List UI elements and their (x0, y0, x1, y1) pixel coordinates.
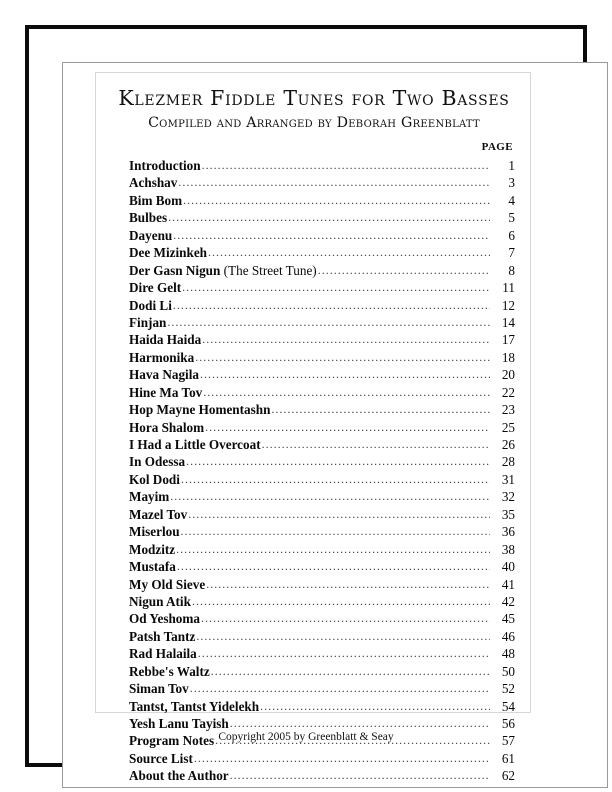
toc-entry-title: In Odessa (129, 454, 186, 470)
toc-entry-title: Mayim (129, 489, 170, 505)
toc-entry[interactable] (129, 680, 515, 697)
toc-entry[interactable] (129, 767, 515, 784)
toc-dot-leader (262, 436, 490, 453)
toc-dot-leader (186, 453, 490, 470)
toc-entry[interactable] (129, 698, 515, 715)
toc-entry-title: Dee Mizinkeh (129, 245, 208, 261)
toc-entry[interactable] (129, 244, 515, 261)
toc-entry-title: Introduction (129, 158, 201, 173)
toc-entry[interactable] (129, 366, 515, 383)
toc-entry-page-number: 45 (501, 611, 515, 627)
toc-entry[interactable] (129, 576, 515, 593)
toc-entry-title: Nigun Atik (129, 593, 191, 609)
toc-entry-page-number: 1 (508, 158, 515, 173)
toc-entry[interactable] (129, 453, 515, 470)
toc-entry-title: I Had a Little Overcoat (129, 437, 261, 452)
toc-dot-leader (271, 401, 490, 418)
toc-entry-title: Achshav (129, 175, 178, 191)
toc-entry-page-number: 23 (501, 402, 515, 418)
toc-entry[interactable] (129, 262, 515, 279)
page-title: Klezmer Fiddle Tunes for Two Basses (118, 86, 510, 110)
toc-entry-page-number: 6 (508, 227, 515, 243)
toc-entry-page-number: 38 (501, 541, 515, 557)
toc-entry[interactable] (129, 157, 515, 174)
toc-dot-leader (167, 314, 490, 331)
toc-dot-leader (182, 279, 490, 296)
toc-entry[interactable] (129, 174, 515, 191)
toc-entry-title: My Old Sieve (129, 576, 206, 592)
toc-dot-leader (170, 488, 490, 505)
toc-entry[interactable] (129, 419, 515, 436)
toc-entry-page-number: 22 (501, 384, 515, 400)
toc-entry[interactable] (129, 558, 515, 575)
toc-entry-title: Source List (129, 750, 193, 766)
toc-entry-title: Program Notes (129, 733, 215, 749)
toc-dot-leader (260, 698, 490, 715)
toc-dot-leader (230, 715, 490, 732)
toc-entry[interactable] (129, 192, 515, 209)
toc-entry-title: Hora Shalom (129, 419, 205, 435)
toc-entry-title: Bulbes (129, 210, 168, 226)
toc-entry-page-number: 32 (501, 489, 515, 505)
toc-entry[interactable] (129, 506, 515, 523)
toc-entry-title: Hine Ma Tov (129, 384, 203, 400)
toc-entry-page-number: 4 (508, 192, 515, 208)
toc-dot-leader (196, 628, 490, 645)
toc-dot-leader (188, 506, 490, 523)
toc-entry[interactable] (129, 593, 515, 610)
toc-entry-page-number: 25 (501, 419, 515, 435)
toc-entry-title: Rad Halaila (129, 646, 197, 662)
toc-entry-page-number: 52 (501, 681, 515, 697)
toc-entry[interactable] (129, 523, 515, 540)
toc-dot-leader (318, 262, 490, 279)
toc-entry[interactable] (129, 541, 515, 558)
toc-entry-page-number: 26 (501, 437, 515, 452)
toc-entry-page-number: 36 (501, 524, 515, 540)
toc-entry-title: Harmonika (129, 349, 195, 365)
title-block (96, 87, 532, 131)
toc-dot-leader (192, 593, 490, 610)
toc-entry-page-number: 46 (501, 628, 515, 644)
toc-entry-title: Hava Nagila (129, 367, 199, 383)
toc-dot-leader (177, 558, 490, 575)
toc-dot-leader (173, 227, 490, 244)
toc-entry-page-number: 8 (508, 262, 515, 278)
toc-entry[interactable] (129, 331, 515, 348)
toc-dot-leader (173, 297, 490, 314)
toc-dot-leader (211, 663, 490, 680)
toc-entry-title: Dodi Li (129, 297, 172, 313)
toc-entry-page-number: 61 (501, 750, 515, 766)
toc-entry-title: Finjan (129, 314, 167, 330)
toc-entry-title: Modzitz (129, 541, 176, 557)
toc-entry-page-number: 41 (501, 576, 515, 592)
toc-dot-leader (198, 645, 490, 662)
toc-dot-leader (205, 419, 490, 436)
toc-entry-title: About the Author (129, 768, 229, 784)
toc-entry-page-number: 56 (501, 716, 515, 731)
toc-entry-page-number: 35 (501, 506, 515, 522)
toc-entry-page-number: 40 (501, 559, 515, 575)
toc-entry-title: Od Yeshoma (129, 611, 200, 627)
toc-entry[interactable] (129, 297, 515, 314)
toc-entry-page-number: 57 (501, 733, 515, 749)
toc-entry[interactable] (129, 279, 515, 296)
toc-dot-leader (194, 750, 490, 767)
toc-entry-title: Mustafa (129, 559, 176, 575)
toc-entry-page-number: 42 (501, 593, 515, 609)
toc-entry-page-number: 11 (502, 280, 515, 296)
toc-dot-leader (206, 576, 490, 593)
toc-entry-page-number: 17 (501, 332, 515, 348)
toc-entry-page-number: 7 (508, 245, 515, 261)
toc-entry-title: Haida Haida (129, 332, 202, 348)
toc-dot-leader (203, 384, 490, 401)
toc-entry[interactable] (129, 471, 515, 488)
toc-dot-leader (178, 174, 490, 191)
toc-entry[interactable] (129, 436, 515, 453)
toc-entry-title: Bim Bom (129, 192, 183, 208)
toc-entry-page-number: 54 (501, 698, 515, 714)
toc-dot-leader (176, 541, 490, 558)
toc-entry-page-number: 28 (501, 454, 515, 470)
toc-dot-leader (201, 610, 490, 627)
toc-entry[interactable] (129, 401, 515, 418)
toc-entry-title: Patsh Tantz (129, 628, 196, 644)
toc-entry[interactable] (129, 384, 515, 401)
toc-entry-title: Kol Dodi (129, 471, 180, 487)
toc-entry-title: Hop Mayne Homentashn (129, 402, 271, 418)
toc-entry-page-number: 12 (501, 297, 515, 313)
toc-entry-subtitle: (The Street Tune) (220, 262, 317, 278)
toc-entry[interactable] (129, 488, 515, 505)
toc-entry-page-number: 31 (501, 471, 515, 487)
toc-dot-leader (168, 209, 490, 226)
toc-dot-leader (208, 244, 490, 261)
toc-entry[interactable] (129, 750, 515, 767)
toc-entry[interactable] (129, 314, 515, 331)
toc-entry[interactable] (129, 209, 515, 226)
toc-dot-leader (195, 349, 490, 366)
toc-entry[interactable] (129, 645, 515, 662)
toc-dot-leader (200, 366, 490, 383)
table-of-contents (129, 157, 515, 785)
toc-entry-title: Rebbe's Waltz (129, 663, 210, 679)
toc-dot-leader (181, 471, 490, 488)
toc-entry-title: Yesh Lanu Tayish (129, 716, 229, 731)
toc-dot-leader (202, 331, 490, 348)
toc-entry-title: Miserlou (129, 524, 180, 540)
toc-dot-leader (230, 767, 490, 784)
toc-entry[interactable] (129, 610, 515, 627)
page-column-header: PAGE (481, 141, 513, 153)
toc-entry-page-number: 50 (501, 663, 515, 679)
toc-entry-title: Dire Gelt (129, 280, 182, 296)
toc-dot-leader (202, 157, 490, 174)
copyright-notice: Copyright 2005 by Greenblatt & Seay (218, 731, 394, 743)
toc-entry-page-number: 5 (508, 210, 515, 226)
toc-entry-page-number: 48 (501, 646, 515, 662)
toc-entry-page-number: 14 (501, 314, 515, 330)
toc-entry-title: Siman Tov (129, 681, 189, 697)
toc-entry-title: Tantst, Tantst Yidelekh (129, 698, 260, 714)
toc-entry[interactable] (129, 227, 515, 244)
toc-entry[interactable] (129, 663, 515, 680)
toc-dot-leader (183, 192, 490, 209)
toc-entry-title: Der Gasn Nigun (The Street Tune) (129, 262, 317, 278)
toc-entry-title: Mazel Tov (129, 506, 188, 522)
toc-entry-page-number: 20 (501, 367, 515, 383)
toc-entry-page-number: 62 (501, 768, 515, 784)
toc-entry[interactable] (129, 349, 515, 366)
toc-dot-leader (190, 680, 490, 697)
toc-entry[interactable] (129, 628, 515, 645)
page-subtitle: Compiled and Arranged by Deborah Greenblatt (148, 114, 480, 131)
toc-entry-page-number: 3 (508, 175, 515, 191)
toc-entry-page-number: 18 (501, 349, 515, 365)
toc-entry[interactable] (129, 715, 515, 732)
toc-dot-leader (181, 523, 490, 540)
toc-entry-title: Dayenu (129, 227, 173, 243)
